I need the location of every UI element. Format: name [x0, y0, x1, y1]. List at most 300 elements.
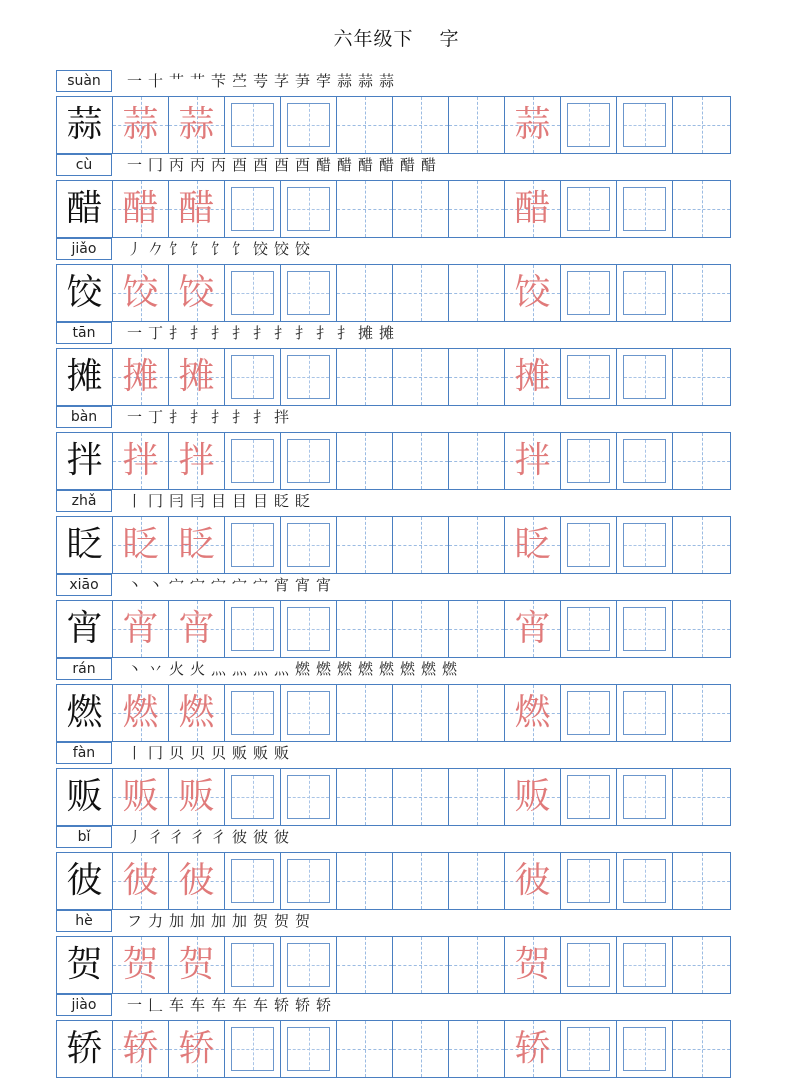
model-character-cell: [57, 433, 113, 489]
practice-box-cell[interactable]: [225, 517, 281, 573]
practice-cell[interactable]: [673, 517, 730, 573]
stroke-step: 艹: [168, 72, 184, 90]
practice-cell[interactable]: [337, 685, 393, 741]
trace-character: 宵: [514, 608, 551, 649]
stroke-step: 灬: [210, 660, 226, 678]
model-character: 燃: [66, 692, 103, 733]
stroke-step: 饣: [168, 240, 184, 258]
stroke-step: 贝: [168, 744, 184, 762]
practice-box-cell[interactable]: [225, 433, 281, 489]
stroke-step: 饣: [210, 240, 226, 258]
character-entry: [56, 70, 731, 154]
stroke-step: 冂: [147, 744, 163, 762]
practice-cell[interactable]: [337, 769, 393, 825]
practice-inner-box: [287, 271, 330, 315]
writing-grid: [56, 600, 731, 658]
trace-character: 燃: [122, 692, 159, 733]
practice-cell[interactable]: [393, 937, 449, 993]
model-character: 蒜: [66, 104, 103, 145]
practice-inner-box: [567, 523, 610, 567]
writing-grid: [56, 96, 731, 154]
stroke-step: 目: [210, 492, 226, 510]
practice-inner-box: [623, 943, 666, 987]
practice-cell[interactable]: [393, 685, 449, 741]
practice-inner-box: [287, 943, 330, 987]
stroke-step: 丶: [147, 576, 163, 594]
practice-box-cell[interactable]: [617, 181, 673, 237]
practice-cell[interactable]: [673, 685, 730, 741]
trace-character-cell: [169, 517, 225, 573]
stroke-order: [124, 742, 292, 764]
stroke-step: 摊: [357, 324, 373, 342]
practice-box-cell[interactable]: [561, 853, 617, 909]
practice-inner-box: [623, 607, 666, 651]
stroke-step: 扌: [189, 324, 205, 342]
practice-cell[interactable]: [393, 181, 449, 237]
practice-cell[interactable]: [337, 349, 393, 405]
practice-box-cell[interactable]: [225, 601, 281, 657]
practice-inner-box: [231, 439, 274, 483]
model-character-cell: [57, 601, 113, 657]
practice-box-cell[interactable]: [281, 769, 337, 825]
trace-character: 贩: [122, 776, 159, 817]
practice-cell[interactable]: [393, 349, 449, 405]
stroke-step: 力: [147, 912, 163, 930]
practice-inner-box: [231, 943, 274, 987]
stroke-step: 眨: [273, 492, 289, 510]
practice-cell[interactable]: [449, 601, 505, 657]
practice-inner-box: [623, 691, 666, 735]
trace-character: 燃: [514, 692, 551, 733]
practice-box-cell[interactable]: [617, 517, 673, 573]
practice-box-cell[interactable]: [617, 265, 673, 321]
practice-box-cell[interactable]: [281, 433, 337, 489]
trace-character-cell: [169, 1021, 225, 1077]
practice-cell[interactable]: [393, 433, 449, 489]
stroke-step: 加: [189, 912, 205, 930]
practice-box-cell[interactable]: [561, 517, 617, 573]
writing-grid: [56, 348, 731, 406]
practice-inner-box: [623, 187, 666, 231]
stroke-step: 蒜: [378, 72, 394, 90]
practice-cell[interactable]: [449, 1021, 505, 1077]
practice-box-cell[interactable]: [561, 265, 617, 321]
practice-box-cell[interactable]: [617, 601, 673, 657]
practice-inner-box: [623, 523, 666, 567]
trace-character-cell: [505, 181, 561, 237]
character-entry: [56, 742, 731, 826]
stroke-step: 轿: [315, 996, 331, 1014]
practice-box-cell[interactable]: [281, 685, 337, 741]
practice-cell[interactable]: [673, 349, 730, 405]
stroke-step: 扌: [231, 408, 247, 426]
stroke-step: 一: [126, 156, 142, 174]
trace-character: 拌: [514, 440, 551, 481]
stroke-step: 燃: [294, 660, 310, 678]
practice-cell[interactable]: [449, 769, 505, 825]
stroke-step: 丿: [126, 828, 142, 846]
practice-box-cell[interactable]: [617, 349, 673, 405]
stroke-order: [124, 154, 439, 176]
stroke-step: 酉: [231, 156, 247, 174]
title-main: 六年级下: [333, 28, 414, 50]
practice-box-cell[interactable]: [281, 853, 337, 909]
stroke-step: 冂: [147, 492, 163, 510]
practice-cell[interactable]: [449, 685, 505, 741]
trace-character-cell: [113, 685, 169, 741]
trace-character: 彼: [122, 860, 159, 901]
pinyin-label: zhǎ: [56, 490, 112, 512]
trace-character: 拌: [178, 440, 215, 481]
stroke-step: 贩: [252, 744, 268, 762]
trace-character: 拌: [122, 440, 159, 481]
practice-cell[interactable]: [337, 265, 393, 321]
model-character-cell: [57, 517, 113, 573]
stroke-step: 饺: [273, 240, 289, 258]
trace-character: 眨: [122, 524, 159, 565]
model-character-cell: [57, 97, 113, 153]
stroke-step: 饺: [294, 240, 310, 258]
stroke-step: 扌: [336, 324, 352, 342]
trace-character-cell: [169, 181, 225, 237]
practice-inner-box: [231, 355, 274, 399]
practice-inner-box: [567, 439, 610, 483]
character-entry: [56, 322, 731, 406]
stroke-step: 车: [168, 996, 184, 1014]
trace-character: 宵: [122, 608, 159, 649]
practice-cell[interactable]: [393, 1021, 449, 1077]
trace-character: 摊: [178, 356, 215, 397]
practice-box-cell[interactable]: [281, 517, 337, 573]
practice-cell[interactable]: [449, 517, 505, 573]
pinyin-label: bàn: [56, 406, 112, 428]
trace-character: 贺: [514, 944, 551, 985]
practice-inner-box: [287, 103, 330, 147]
practice-box-cell[interactable]: [225, 1021, 281, 1077]
stroke-step: 冂: [147, 156, 163, 174]
trace-character: 燃: [178, 692, 215, 733]
trace-character-cell: [113, 517, 169, 573]
practice-inner-box: [567, 607, 610, 651]
practice-cell[interactable]: [393, 517, 449, 573]
model-character: 醋: [66, 188, 103, 229]
practice-box-cell[interactable]: [225, 853, 281, 909]
stroke-step: 扌: [315, 324, 331, 342]
practice-cell[interactable]: [673, 853, 730, 909]
stroke-step: 一: [126, 72, 142, 90]
practice-inner-box: [567, 859, 610, 903]
practice-cell[interactable]: [337, 97, 393, 153]
stroke-step: 酉: [294, 156, 310, 174]
practice-box-cell[interactable]: [281, 937, 337, 993]
stroke-step: 灬: [273, 660, 289, 678]
trace-character: 醋: [178, 188, 215, 229]
stroke-step: 燃: [420, 660, 436, 678]
practice-box-cell[interactable]: [617, 433, 673, 489]
practice-box-cell[interactable]: [281, 349, 337, 405]
practice-cell[interactable]: [673, 769, 730, 825]
stroke-step: 丙: [210, 156, 226, 174]
practice-box-cell[interactable]: [561, 937, 617, 993]
practice-cell[interactable]: [673, 937, 730, 993]
pinyin-label: suàn: [56, 70, 112, 92]
practice-inner-box: [623, 859, 666, 903]
practice-inner-box: [287, 607, 330, 651]
practice-inner-box: [287, 355, 330, 399]
stroke-step: 丙: [189, 156, 205, 174]
stroke-step: 轿: [294, 996, 310, 1014]
stroke-step: 丁: [147, 408, 163, 426]
practice-cell[interactable]: [673, 601, 730, 657]
stroke-order: [124, 238, 313, 260]
stroke-step: 𠂊: [147, 240, 163, 258]
trace-character-cell: [113, 433, 169, 489]
trace-character-cell: [113, 769, 169, 825]
practice-box-cell[interactable]: [281, 181, 337, 237]
practice-cell[interactable]: [337, 181, 393, 237]
stroke-step: 一: [126, 996, 142, 1014]
practice-inner-box: [287, 775, 330, 819]
stroke-step: 宵: [315, 576, 331, 594]
practice-cell[interactable]: [449, 349, 505, 405]
model-character: 宵: [66, 608, 103, 649]
stroke-step: 扌: [168, 324, 184, 342]
pinyin-label: cù: [56, 154, 112, 176]
practice-cell[interactable]: [449, 853, 505, 909]
practice-cell[interactable]: [337, 433, 393, 489]
stroke-step: 贝: [189, 744, 205, 762]
practice-inner-box: [231, 1027, 274, 1071]
trace-character: 摊: [514, 356, 551, 397]
practice-box-cell[interactable]: [281, 601, 337, 657]
pinyin-label: tān: [56, 322, 112, 344]
stroke-step: 灬: [231, 660, 247, 678]
practice-cell[interactable]: [673, 433, 730, 489]
trace-character: 饺: [122, 272, 159, 313]
practice-box-cell[interactable]: [617, 97, 673, 153]
practice-box-cell[interactable]: [561, 97, 617, 153]
practice-box-cell[interactable]: [617, 685, 673, 741]
practice-inner-box: [231, 103, 274, 147]
trace-character: 眨: [178, 524, 215, 565]
practice-box-cell[interactable]: [281, 97, 337, 153]
stroke-step: 宀: [189, 576, 205, 594]
practice-box-cell[interactable]: [281, 265, 337, 321]
stroke-order: [124, 406, 292, 428]
trace-character-cell: [505, 517, 561, 573]
stroke-step: 彳: [147, 828, 163, 846]
stroke-step: 芌: [252, 72, 268, 90]
practice-cell[interactable]: [393, 97, 449, 153]
writing-grid: [56, 516, 731, 574]
pinyin-label: jiǎo: [56, 238, 112, 260]
stroke-step: 蒜: [336, 72, 352, 90]
stroke-step: 醋: [357, 156, 373, 174]
practice-box-cell[interactable]: [225, 937, 281, 993]
practice-cell[interactable]: [393, 853, 449, 909]
trace-character: 轿: [122, 1028, 159, 1069]
trace-character: 贺: [178, 944, 215, 985]
practice-cell[interactable]: [449, 97, 505, 153]
stroke-order: [124, 826, 292, 848]
practice-box-cell[interactable]: [561, 685, 617, 741]
stroke-step: 丷: [147, 660, 163, 678]
practice-cell[interactable]: [449, 181, 505, 237]
stroke-step: 十: [147, 72, 163, 90]
practice-box-cell[interactable]: [225, 181, 281, 237]
stroke-step: 一: [126, 408, 142, 426]
character-entry: [56, 238, 731, 322]
stroke-step: 𠃊: [147, 996, 163, 1014]
model-character: 眨: [66, 524, 103, 565]
stroke-step: 宀: [168, 576, 184, 594]
character-entry: [56, 994, 731, 1078]
trace-character-cell: [113, 349, 169, 405]
practice-cell[interactable]: [337, 853, 393, 909]
pinyin-label: rán: [56, 658, 112, 680]
practice-inner-box: [287, 439, 330, 483]
practice-inner-box: [231, 523, 274, 567]
practice-box-cell[interactable]: [561, 181, 617, 237]
practice-cell[interactable]: [337, 601, 393, 657]
practice-inner-box: [623, 1027, 666, 1071]
practice-box-cell[interactable]: [225, 769, 281, 825]
practice-box-cell[interactable]: [561, 601, 617, 657]
trace-character-cell: [169, 769, 225, 825]
stroke-step: 加: [210, 912, 226, 930]
stroke-step: 贺: [273, 912, 289, 930]
stroke-step: 彳: [210, 828, 226, 846]
practice-cell[interactable]: [673, 181, 730, 237]
trace-character: 彼: [514, 860, 551, 901]
practice-cell[interactable]: [449, 433, 505, 489]
practice-cell[interactable]: [449, 937, 505, 993]
practice-box-cell[interactable]: [225, 265, 281, 321]
model-character-cell: [57, 181, 113, 237]
trace-character-cell: [505, 601, 561, 657]
trace-character: 贩: [178, 776, 215, 817]
stroke-step: 燃: [441, 660, 457, 678]
model-character-cell: [57, 265, 113, 321]
stroke-step: 贩: [231, 744, 247, 762]
practice-inner-box: [567, 187, 610, 231]
practice-box-cell[interactable]: [617, 769, 673, 825]
practice-box-cell[interactable]: [617, 937, 673, 993]
stroke-step: 醋: [315, 156, 331, 174]
writing-grid: [56, 1020, 731, 1078]
stroke-step: 目: [252, 492, 268, 510]
trace-character-cell: [113, 601, 169, 657]
practice-inner-box: [623, 103, 666, 147]
stroke-step: 酉: [273, 156, 289, 174]
stroke-step: 贝: [210, 744, 226, 762]
trace-character-cell: [505, 769, 561, 825]
practice-inner-box: [231, 607, 274, 651]
stroke-step: 彼: [273, 828, 289, 846]
practice-box-cell[interactable]: [561, 1021, 617, 1077]
pinyin-label: hè: [56, 910, 112, 932]
practice-cell[interactable]: [337, 937, 393, 993]
practice-cell[interactable]: [673, 1021, 730, 1077]
page-title: [0, 24, 793, 51]
practice-box-cell[interactable]: [225, 97, 281, 153]
character-entry: [56, 826, 731, 910]
practice-box-cell[interactable]: [561, 349, 617, 405]
stroke-step: 扌: [231, 324, 247, 342]
practice-inner-box: [567, 691, 610, 735]
model-character-cell: [57, 1021, 113, 1077]
practice-inner-box: [287, 1027, 330, 1071]
practice-box-cell[interactable]: [617, 853, 673, 909]
stroke-step: 火: [168, 660, 184, 678]
practice-box-cell[interactable]: [617, 1021, 673, 1077]
trace-character-cell: [169, 685, 225, 741]
trace-character-cell: [505, 1021, 561, 1077]
practice-box-cell[interactable]: [281, 1021, 337, 1077]
character-entry: [56, 154, 731, 238]
stroke-order: [124, 658, 460, 680]
trace-character: 轿: [178, 1028, 215, 1069]
stroke-step: 芐: [210, 72, 226, 90]
stroke-step: 蒜: [357, 72, 373, 90]
stroke-step: 丙: [168, 156, 184, 174]
stroke-step: 饺: [252, 240, 268, 258]
stroke-step: 贺: [294, 912, 310, 930]
practice-box-cell[interactable]: [225, 349, 281, 405]
pinyin-label: jiào: [56, 994, 112, 1016]
trace-character-cell: [169, 601, 225, 657]
practice-cell[interactable]: [393, 601, 449, 657]
writing-grid: [56, 852, 731, 910]
practice-box-cell[interactable]: [561, 769, 617, 825]
character-entry: [56, 574, 731, 658]
stroke-step: 冃: [189, 492, 205, 510]
stroke-step: 宀: [231, 576, 247, 594]
trace-character-cell: [169, 853, 225, 909]
trace-character: 贺: [122, 944, 159, 985]
stroke-step: 加: [168, 912, 184, 930]
practice-box-cell[interactable]: [225, 685, 281, 741]
stroke-step: 贩: [273, 744, 289, 762]
trace-character: 摊: [122, 356, 159, 397]
trace-character-cell: [505, 853, 561, 909]
practice-cell[interactable]: [449, 265, 505, 321]
stroke-step: 苎: [231, 72, 247, 90]
writing-grid: [56, 264, 731, 322]
trace-character-cell: [169, 349, 225, 405]
pinyin-label: bǐ: [56, 826, 112, 848]
practice-cell[interactable]: [337, 1021, 393, 1077]
practice-cell[interactable]: [337, 517, 393, 573]
practice-cell[interactable]: [673, 265, 730, 321]
model-character: 彼: [66, 860, 103, 901]
practice-cell[interactable]: [673, 97, 730, 153]
stroke-step: 芛: [294, 72, 310, 90]
practice-cell[interactable]: [393, 265, 449, 321]
writing-grid: [56, 936, 731, 994]
practice-inner-box: [623, 355, 666, 399]
trace-character-cell: [505, 97, 561, 153]
practice-cell[interactable]: [393, 769, 449, 825]
stroke-step: フ: [126, 912, 142, 930]
practice-box-cell[interactable]: [561, 433, 617, 489]
practice-inner-box: [231, 691, 274, 735]
writing-grid: [56, 180, 731, 238]
trace-character-cell: [505, 685, 561, 741]
model-character: 饺: [66, 272, 103, 313]
stroke-step: 车: [252, 996, 268, 1014]
character-entry: [56, 658, 731, 742]
